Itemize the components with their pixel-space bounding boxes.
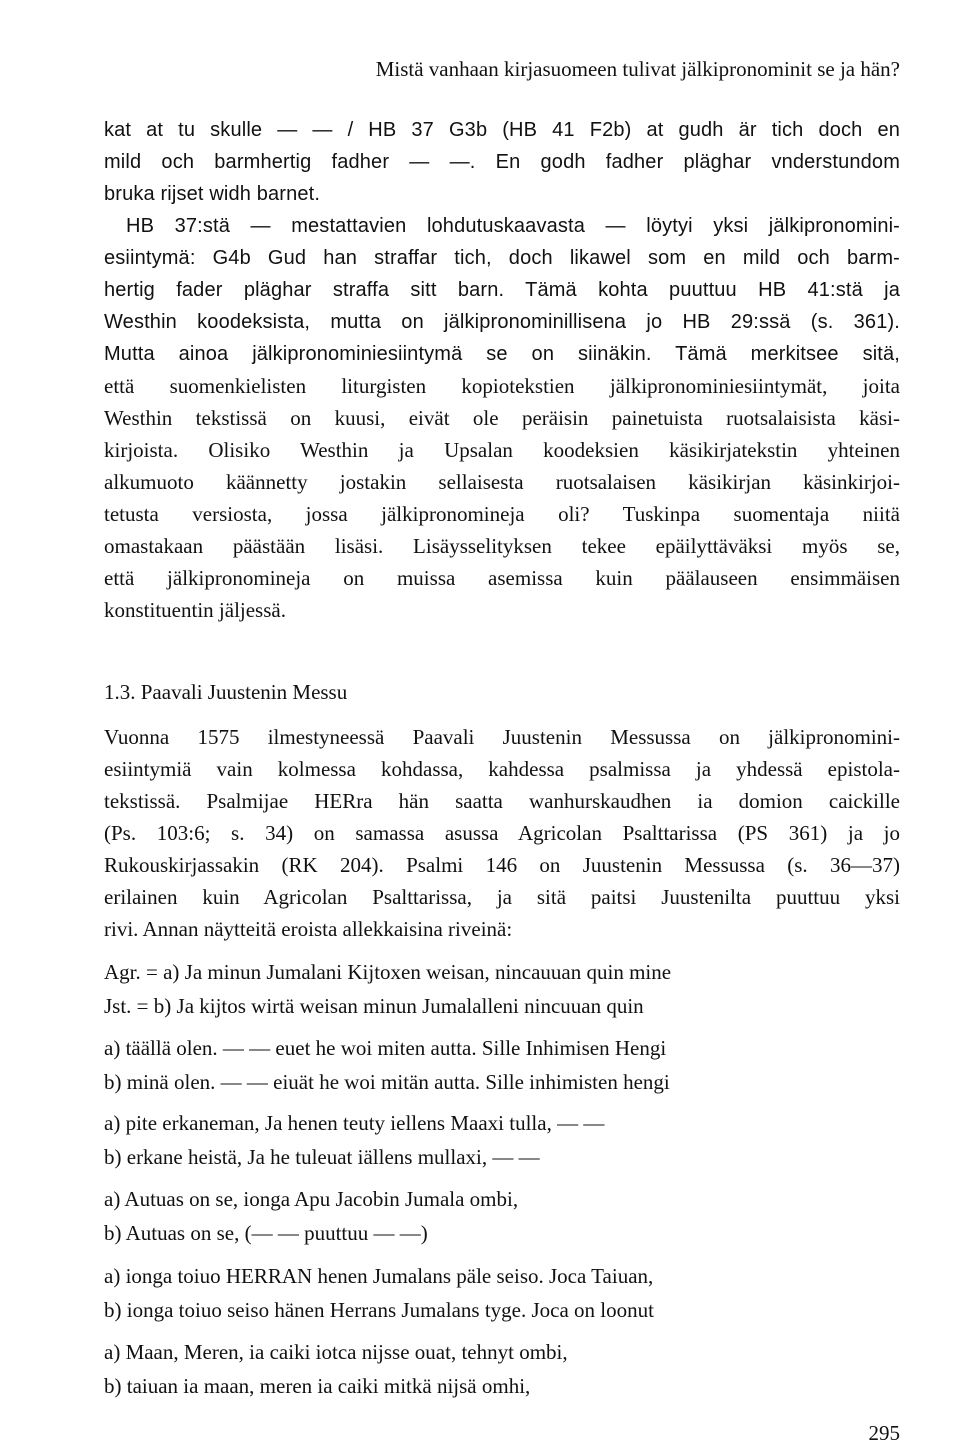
comparison-line: Jst. = b) Ja kijtos wirtä weisan minun Jumalalleni nincuuan quin xyxy=(104,994,644,1018)
text-line: mild och barmhertig fadher — —. En godh fadher pläghar vnderstundom xyxy=(104,151,900,173)
comparison-line: b) minä olen. — — eiuät he woi mitän autta. Sille inhimisten hengi xyxy=(104,1070,670,1094)
comparison-pair xyxy=(104,1106,900,1174)
text-line: hertig fader pläghar straffa sitt barn. Tämä kohta puuttuu HB 41:stä ja xyxy=(104,279,900,301)
text-line: rivi. Annan näytteitä eroista allekkaisina riveinä: xyxy=(104,917,513,941)
running-header: Mistä vanhaan kirjasuomeen tulivat jälkipronominit se ja hän? xyxy=(375,57,900,81)
text-line: konstituentin jäljessä. xyxy=(104,598,286,622)
text-line: bruka rijset widh barnet. xyxy=(104,183,321,205)
text-line: Mutta ainoa jälkipronominiesiintymä se on siinäkin. Tämä merkitsee sitä, xyxy=(104,343,900,365)
text-line: Rukouskirjassakin (RK 204). Psalmi 146 on Juustenin Messussa (s. 36—37) xyxy=(104,853,900,877)
text-line: HB 37:stä — mestattavien lohdutuskaavasta — löytyi yksi jälkipronomini- xyxy=(126,215,900,237)
page-number: 295 xyxy=(868,1421,900,1445)
comparison-pair xyxy=(104,1182,900,1250)
comparison-pair xyxy=(104,1031,900,1099)
text-line: erilainen kuin Agricolan Psalttarissa, ja sitä paitsi Juustenilta puuttuu yksi xyxy=(104,885,900,909)
comparison-pair xyxy=(104,1335,900,1403)
comparison-line: a) Maan, Meren, ia caiki iotca nijsse ouat, tehnyt ombi, xyxy=(104,1340,568,1364)
comparison-line: b) taiuan ia maan, meren ia caiki mitkä nijsä omhi, xyxy=(104,1374,531,1398)
comparison-pair xyxy=(104,955,900,1023)
text-line: omastakaan päästään lisäsi. Lisäysselityksen tekee epäilyttäväksi myös se, xyxy=(104,534,900,558)
body-paragraph-2 xyxy=(104,721,900,945)
comparison-pair xyxy=(104,1259,900,1327)
section-heading: 1.3. Paavali Juustenin Messu xyxy=(104,680,348,704)
comparison-line: a) Autuas on se, ionga Apu Jacobin Jumala ombi, xyxy=(104,1187,519,1211)
comparison-line: b) Autuas on se, (— — puuttuu — —) xyxy=(104,1221,428,1245)
quote-paragraph xyxy=(104,114,900,210)
text-line: Vuonna 1575 ilmestyneessä Paavali Juustenin Messussa on jälkipronomini- xyxy=(104,725,900,749)
comparison-line: a) ionga toiuo HERRAN henen Jumalans päle seiso. Joca Taiuan, xyxy=(104,1264,654,1288)
body-paragraph-1 xyxy=(104,210,900,626)
text-line: että jälkipronomineja on muissa asemissa kuin päälauseen ensimmäisen xyxy=(104,566,900,590)
text-line: kat at tu skulle — — / HB 37 G3b (HB 41 F2b) at gudh är tich doch en xyxy=(104,119,900,141)
text-line: tekstissä. Psalmijae HERra hän saatta wanhurskaudhen ia domion caickille xyxy=(104,789,900,813)
comparison-line: b) ionga toiuo seiso hänen Herrans Jumalans tyge. Joca on loonut xyxy=(104,1298,654,1322)
comparison-line: Agr. = a) Ja minun Jumalani Kijtoxen weisan, nincauuan quin mine xyxy=(104,960,672,984)
text-line: tetusta versiosta, jossa jälkipronomineja oli? Tuskinpa suomentaja niitä xyxy=(104,502,900,526)
text-line: (Ps. 103:6; s. 34) on samassa asussa Agricolan Psalttarissa (PS 361) ja jo xyxy=(104,821,900,845)
text-line: Westhin tekstissä on kuusi, eivät ole peräisin painetuista ruotsalaisista käsi- xyxy=(104,406,900,430)
text-line: alkumuoto käännetty jostakin sellaisesta ruotsalaisen käsikirjan käsinkirjoi- xyxy=(104,470,900,494)
text-line: että suomenkielisten liturgisten kopiotekstien jälkipronominiesiintymät, joita xyxy=(104,374,900,398)
text-line: esiintymä: G4b Gud han straffar tich, doch likawel som en mild och barm- xyxy=(104,247,900,269)
comparison-line: a) pite erkaneman, Ja henen teuty iellens Maaxi tulla, — — xyxy=(104,1111,605,1135)
text-line: kirjoista. Olisiko Westhin ja Upsalan koodeksien käsikirjatekstin yhteinen xyxy=(104,438,900,462)
text-line: Westhin koodeksista, mutta on jälkipronominillisena jo HB 29:ssä (s. 361). xyxy=(104,311,900,333)
comparison-line: a) täällä olen. — — euet he woi miten autta. Sille Inhimisen Hengi xyxy=(104,1036,667,1060)
text-line: esiintymiä vain kolmessa kohdassa, kahdessa psalmissa ja yhdessä epistola- xyxy=(104,757,900,781)
comparison-line: b) erkane heistä, Ja he tuleuat iällens mullaxi, — — xyxy=(104,1145,540,1169)
